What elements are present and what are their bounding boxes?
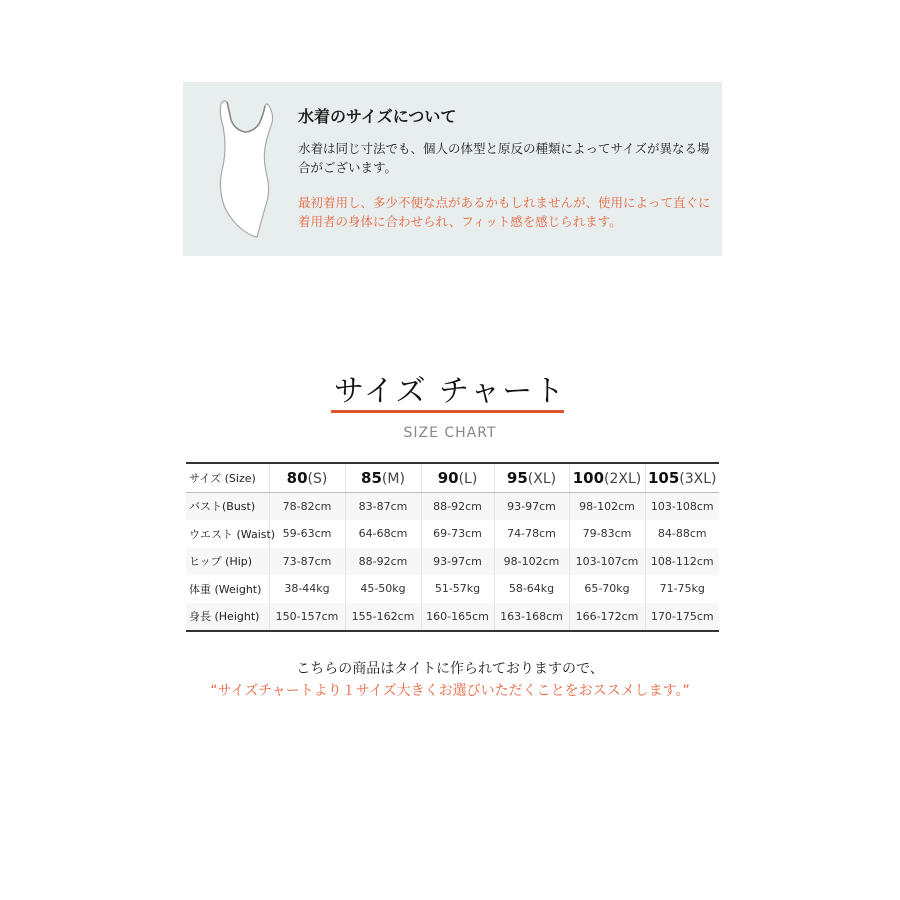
table-cell: 84-88cm	[657, 527, 707, 541]
table-cell: 98-102cm	[569, 492, 645, 520]
title-underline	[331, 410, 564, 413]
size-header	[645, 463, 719, 492]
size-header	[421, 463, 494, 492]
notice-body: 水着は同じ寸法でも、個人の体型と原反の種類によってサイズが異なる場合がございます。	[298, 141, 710, 175]
table-cell: 65-70kg	[569, 575, 645, 603]
footer-recommendation: “サイズチャートより１サイズ大きくお選びいただくことをおススメします。”	[210, 683, 690, 699]
table-cell: 69-73cm	[421, 520, 494, 548]
header-label: サイズ (Size)	[186, 463, 269, 492]
table-cell: 78-82cm	[269, 492, 345, 520]
size-code: (2XL)	[604, 470, 642, 487]
size-chart-subtitle: SIZE CHART	[403, 425, 497, 441]
row-label: ウエスト (Waist)	[186, 520, 269, 548]
size-header	[269, 463, 345, 492]
size-number: 80	[286, 468, 308, 487]
notice-title: 水着のサイズについて	[298, 107, 457, 126]
size-header	[494, 463, 569, 492]
table-row	[186, 575, 719, 603]
table-cell: 155-162cm	[345, 603, 421, 632]
size-number: 90	[437, 468, 459, 487]
table-cell: 45-50kg	[345, 575, 421, 603]
size-header	[569, 463, 645, 492]
table-cell: 160-165cm	[421, 603, 494, 632]
swimsuit-icon	[213, 96, 275, 238]
table-row	[186, 492, 719, 520]
swimsuit-size-notice	[183, 82, 722, 256]
size-chart-title: サイズ チャート	[333, 374, 567, 409]
size-code: (M)	[381, 470, 405, 487]
table-cell: 166-172cm	[569, 603, 645, 632]
row-label: ヒップ (Hip)	[186, 548, 269, 576]
table-cell: 71-75kg	[659, 582, 705, 596]
table-cell: 93-97cm	[494, 492, 569, 520]
table-header-row	[186, 463, 719, 492]
table-cell: 103-107cm	[569, 548, 645, 576]
size-code: (L)	[458, 470, 478, 487]
table-cell: 58-64kg	[494, 575, 569, 603]
size-header	[345, 463, 421, 492]
notice-accent-text: 最初着用し、多少不便な点があるかもしれませんが、使用によって直ぐに着用者の身体に合わせられ、フィット感を感じられます。	[298, 195, 711, 229]
table-cell: 98-102cm	[494, 548, 569, 576]
table-cell: 93-97cm	[421, 548, 494, 576]
row-label: 身長 (Height)	[186, 603, 269, 632]
table-row	[186, 548, 719, 576]
size-code: (3XL)	[679, 470, 717, 487]
size-number: 85	[361, 468, 382, 487]
table-cell: 64-68cm	[345, 520, 421, 548]
table-cell: 59-63cm	[269, 520, 345, 548]
size-number: 100	[572, 468, 605, 487]
table-cell: 79-83cm	[569, 520, 645, 548]
row-label: バスト(Bust)	[186, 492, 269, 520]
table-row	[186, 603, 719, 632]
table-cell: 73-87cm	[269, 548, 345, 576]
row-label: 体重 (Weight)	[186, 575, 269, 603]
table-cell: 38-44kg	[269, 575, 345, 603]
table-cell: 150-157cm	[269, 603, 345, 632]
table-cell: 163-168cm	[494, 603, 569, 632]
table-cell: 108-112cm	[645, 548, 719, 576]
footer-note: こちらの商品はタイトに作られておりますので、	[296, 661, 604, 677]
size-number: 105	[647, 468, 680, 487]
table-cell: 88-92cm	[345, 548, 421, 576]
size-chart-table	[186, 462, 719, 632]
table-cell: 103-108cm	[645, 492, 719, 520]
table-cell: 88-92cm	[421, 492, 494, 520]
table-cell: 74-78cm	[494, 520, 569, 548]
table-cell: 170-175cm	[645, 603, 719, 632]
table-row	[186, 520, 719, 548]
size-code: (XL)	[527, 470, 557, 487]
size-code: (S)	[307, 470, 328, 487]
table-cell: 83-87cm	[345, 492, 421, 520]
table-cell: 51-57kg	[421, 575, 494, 603]
size-number: 95	[506, 468, 528, 487]
